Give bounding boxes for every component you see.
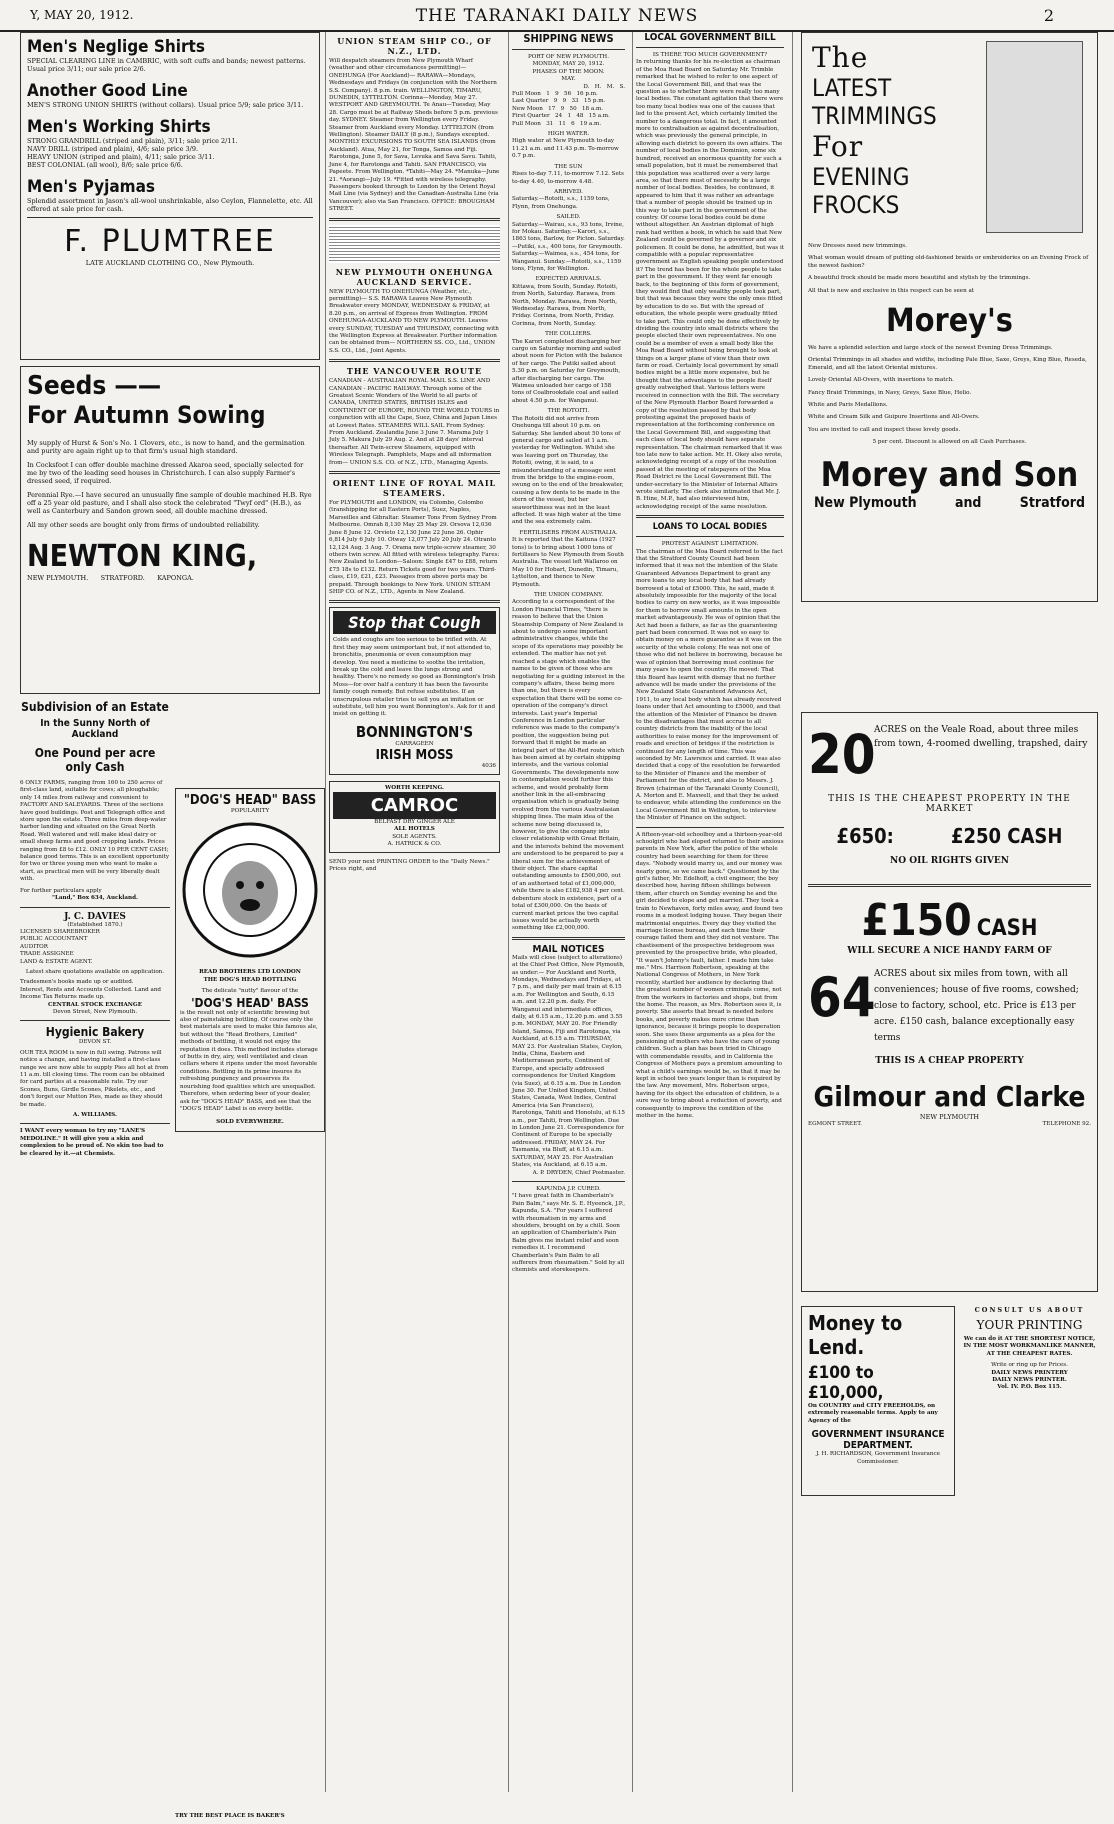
text: White and Paris Medallions. <box>808 402 888 409</box>
text: PHASES OF THE MOON. <box>532 68 605 75</box>
masthead <box>0 0 1114 32</box>
text: DEVON ST. <box>78 1039 112 1046</box>
bass-heading-2: 'DOG'S HEAD' BASS <box>191 995 309 1010</box>
column-4 <box>632 32 787 1792</box>
text: Devon Street, New Plymouth. <box>52 1008 138 1015</box>
text: Interest, Rents and Accounts Collected. Land and Income Tax Returns made up. <box>20 986 162 1001</box>
acres-64: 64 <box>808 966 876 1029</box>
land-heading: Subdivision of an Estate <box>21 700 169 714</box>
misc-text: A fifteen-year-old schoolboy and a thirteen-year-old schoolgirl who had eloped returned to their anxious parents in New York, after the police of the whole country had been searching for them for three days. "Nobody would marry us, and our money was nearly gone, so we came back." Questioned by the girl's father, Mr. Edelhoff, a civil engineer, the boy described how, having fifteen shillings between them, after church on Sunday evening he and the girl decided to elope and get married. They took a train to Newhaven, forty miles away, and found two rooms in a modest lodging house. They began their matrimonial enquiries. Every day they visited the marriage license bureau, and each time their courage failed them and they did not venture. The chastisement of the prospective bridegroom was prevented by the prospective bride, who pleaded, "It wasn't Johnny's fault, father. I made him take me." Mrs. Harrison Robertson, speaking at the National Congress of Mothers, in New York recently, startled her audience by declaring that the greatest number of women criminals come, not from the workers in factories and shops, but from the home. The reason, as Mrs. Robertson sees it, is poverty. She asserts that bread is needed before books, and poverty makes more crime than ignorance, because it brings people to desperation soon. She uses these arguments as a plea for the pensioning of mothers who have the care of young children. Such a plan has been tried in Chicago with commendable results, and in California the Congress of Mothers pays a premium amounting to what a child's earnings would be, so that it may be kept in school two years longer than is required by the law. Any movement, Mrs. Robertson urges, having for its object the education of children, is a sure way to bring about a reduction of poverty, and consequently to improve the condition of the mother in the home. <box>636 831 784 1120</box>
text: EGMONT STREET. <box>808 1121 862 1127</box>
column-1 <box>20 32 320 1819</box>
trimmings-heading <box>812 41 992 219</box>
text: MAY. <box>561 76 576 83</box>
text: 6 ONLY FARMS, ranging from 160 to 250 acres of first-class land, suitable for cows; all ploughable; only 14 miles from railway and convenient to FACTORY AND SALEYARDS. Three of the sections have good buildings. Post and Telegraph office and store upon the estate. Three miles from deep-water harbor landing and situated on the Great North Road. Well watered and will make ideal dairy or small sheep farms and good cropping lands. Prices ranging from £8 to £12. ONLY 10 PER CENT CASH; balance good terms. This is an excellent opportunity for two or three young men who want to make a start, as practical men will be very liberally dealt with. <box>20 780 170 883</box>
seeds-subheading: For Autumn Sowing <box>27 401 266 429</box>
acres-20: 20 <box>808 723 876 786</box>
loans-heading: LOANS TO LOCAL BODIES <box>652 522 768 533</box>
text: DAILY NEWS PRINTER. <box>992 1377 1067 1384</box>
text: Vol. IV. P.O. Box 115. <box>997 1384 1062 1391</box>
text: Write or ring up for Prices. <box>991 1362 1068 1369</box>
text: MEN'S STRONG UNION SHIRTS (without collars). Usual price 5/9; sale price 3/11. <box>27 101 304 109</box>
land-price: One Pound per acre only Cash <box>34 746 156 774</box>
mail-heading: MAIL NOTICES <box>532 943 605 955</box>
dogs-head-emblem <box>180 815 320 965</box>
text: OUR TEA ROOM is now in full swing. Patrons will notice a change, and having installed a first-class range we are now able to supply Pies all hot at from 11 a.m. till closing time. The room can be obtained for card parties at a reasonable rate. Try our Scones, Buns, Girdle Scones, Pikelets, etc., and don't forget our Mutton Pies, made as they should be made. <box>20 1049 169 1108</box>
cough-heading: Stop that Cough <box>333 611 496 634</box>
text: Tradesmen's books made up or audited. <box>20 979 134 986</box>
text: LAND & ESTATE AGENT. <box>20 958 93 965</box>
heading-pyjamas: Men's Pyjamas <box>27 177 156 197</box>
text: PROTEST AGAINST LIMITATION. <box>661 541 759 548</box>
text: The <box>812 41 869 74</box>
text: SAILED. <box>556 214 581 221</box>
issue-date: Y, MAY 20, 1912. <box>30 8 134 22</box>
text: "Land," Box 634, Auckland. <box>52 895 138 902</box>
page-number: 2 <box>1043 6 1054 25</box>
text: TELEPHONE 92. <box>1042 1121 1091 1127</box>
land-sub: In the Sunny North of Auckland <box>40 718 150 740</box>
text: EVENING FROCKS <box>812 163 910 219</box>
mail-text: Mails will close (subject to alterations) at the Chief Post Office, New Plymouth, as under:— For Auckland and North, Mondays, Wednesdays and Fridays, at 7 p.m., and daily per mail train at 6.15 a.m. For Wellington and South, 6.15 a.m. and 12.20 p.m. daily. For Wanganui and intermediate offices, daily, at 6.15 a.m., 12.20 p.m. and 3.55 p.m. MONDAY, MAY 20. For Friendly Island, Samoa, Fiji and Rarotonga, via Auckland, at 6.15 a.m. THURSDAY, MAY 23. For Australian States, Ceylon, India, China, Eastern and Mediterranean ports, Continent of Europe, and specially addressed correspondence for United Kingdom (via Suez), at 6.15 a.m. Due in London June 30. For United Kingdom, United States, Canada, West Indies, Central America (via San Francisco), Rarotonga, Tahiti and Honolulu, at 6.15 a.m., per Tahiti, from Wellington. Due in London June 21. Correspondence for Continent of Europe to be specially addressed. FRIDAY, MAY 24. For Tasmania, via Bluff, at 6.15 a.m. SATURDAY, MAY 25. For Australian States, via Auckland, at 6.15 a.m. <box>512 954 625 1169</box>
text: IS THERE TOO MUCH GOVERNMENT? <box>652 52 768 58</box>
text: Perennial Rye.—I have secured an unusually fine sample of double machined H.B. Rye off a 25 year old pasture, and I shall also stock the celebrated "Twyf ord" (H.B.), as well as Canterbury and Sandon grown seed, all double machine dressed. <box>27 491 312 515</box>
emblem-ring-text: READ BROTHERS LTD LONDON <box>199 969 301 976</box>
ship-illustration <box>329 225 500 263</box>
text: Stratford <box>1019 494 1085 511</box>
text: For further particulars apply <box>20 887 102 894</box>
text: YOUR PRINTING <box>976 1318 1083 1332</box>
morey-advert <box>801 32 1098 602</box>
text: My supply of Hurst & Son's No. 1 Clovers, etc., is now to hand, and the germination and purity are again right up to that firm's usual high standard. <box>27 439 305 455</box>
davies-name: J. C. DAVIES <box>64 911 126 922</box>
text: Kittawa, from South, Sunday. Rotoiti, from North, Saturday. Rarawa, from North, Monday. Rarawa, from North, Wednesday. Rarawa, from North, Friday. Corinna, from North, Friday. Corinna, from North, Sunday. <box>512 283 618 327</box>
text: THE COLLIERS. <box>545 331 592 338</box>
gilmour-clarke-advert <box>801 712 1098 1292</box>
text: Latest share quotations available on application. <box>25 968 165 975</box>
text: Rises to-day 7.11, to-morrow 7.12. Sets to-day 4.40, to-morrow 4.48. <box>512 171 624 185</box>
shipping-heading: SHIPPING NEWS <box>523 32 614 45</box>
cough-text: Colds and coughs are too serious to be trifled with. At first they may seem unimportant but, if not attended to, bronchitis, pneumonia or even consumption may develop. You need a medicine to soothe the irritation, break up the cold and leave the lungs strong and healthy. There's no remedy so good as Bonnington's Irish Moss—for over half a century it has been the favourite family cough remedy. But refuse substitutes. If an unscrupulous retailer tries to sell you an imitation or substitute, tell him you want Bonnington's. Ask for it and insist on getting it. <box>333 637 496 718</box>
text: It is reported that the Kaituna (1927 tons) is to bring about 1000 tons of fertilisers to New Plymouth from South Australia. The vessel left Wallaroo on May 10 for Hobart, Dunedin, Timaru, Lyttelton, and thence to New Plymouth. <box>512 537 624 588</box>
text: (Established 1870.) <box>67 921 123 928</box>
morey-and-son: Morey and Son <box>820 454 1079 495</box>
text: SOLD EVERYWHERE. <box>216 1119 284 1126</box>
text: All my other seeds are bought only from firms of undoubted reliability. <box>27 521 260 529</box>
text: CENTRAL STOCK EXCHANGE <box>48 1001 142 1008</box>
moon-row: Full Moon 31 11 6 19 a.m. <box>512 120 602 127</box>
text: THIS IS A CHEAP PROPERTY <box>875 1056 1024 1066</box>
text: AUDITOR <box>20 943 48 950</box>
text: HIGH WATER. <box>547 131 590 138</box>
text: ACRES on the Veale Road, about three miles from town, 4-roomed dwelling, trapshed, dairy <box>874 725 1088 749</box>
text: New Dresses need new trimmings. <box>808 243 907 249</box>
printing-note: SEND your next PRINTING ORDER to the "Daily News." Prices right, and <box>329 858 490 873</box>
text: 5 per cent. Discount is allowed on all Cash Purchases. <box>872 439 1027 446</box>
text: What woman would dream of putting old-fashioned braids or embroideries on an Evening Frock of the newest fashion? <box>808 255 1089 269</box>
kapunda-text: "I have great faith in Chamberlain's Pain Balm," says Mr. S. E. Hyeenck, J.P., Kapunda, S.A. "For years I suffered with rheumatism in my arms and shoulders, brought on by a chill. Soon an application of Chamberlain's Pain Balm gives me instant relief and soon remedies it. I recommend Chamberlain's Pain Balm to all sufferers from rheumatism." Sold by all chemists and storekeepers. <box>512 1193 625 1274</box>
text: £100 to £10,000, <box>808 1363 884 1403</box>
plumtree-name: F. PLUMTREE <box>64 224 276 259</box>
bakery-heading: Hygienic Bakery <box>45 1025 145 1040</box>
text: HEAVY UNION (striped and plain), 4/11; sale price 3/11. <box>27 153 215 161</box>
text: CONSULT US ABOUT <box>974 1306 1085 1314</box>
towns: NEW PLYMOUTH. STRATFORD. KAPONGA. <box>27 574 194 582</box>
camroc-advert <box>329 781 500 853</box>
text: POPULARITY <box>230 808 270 814</box>
vancouver-text: CANADIAN - AUSTRALIAN ROYAL MAIL S.S. LINE AND CANADIAN - PACIFIC RAILWAY. Through some of the Greatest Scenic Wonders of the World to all parts of CANADA, UNITED STATES, BRITISH ISLES and CONTINENT OF EUROPE, ROUND THE WORLD TOURS in conjunction with all the Cape, Suez, China and Japan Lines at Lowest Rates. STEAMERS WILL SAIL From Sydney. From Auckland. Zealandia June 3 June 7. Marama July 1 July 5. Makura July 29 Aug. 2. And at 28 days' interval thereafter. All Twin-screw Steamers, equipped with Wireless Telegraph. Pamphlets, Maps and all information from— UNION S.S. CO. of N.Z., LTD., Managing Agents. <box>329 378 500 466</box>
camroc-brand: CAMROC <box>333 792 496 819</box>
text: DAILY NEWS PRINTERY <box>991 1369 1068 1376</box>
moon-row: Last Quarter 9 9 33 15 p.m. <box>512 98 606 105</box>
cough-advert <box>329 607 500 774</box>
emblem-ring-text-2: THE DOG'S HEAD BOTTLING <box>203 976 297 983</box>
text: BEST COLONIAL (all wool), 8/6; sale price 6/6. <box>27 161 183 169</box>
text: NO OIL RIGHTS GIVEN <box>890 856 1009 866</box>
text: FERTILISERS FROM AUSTRALIA. <box>519 529 618 536</box>
text: THE ROTOITI. <box>547 408 590 415</box>
text: STRONG GRANDRILL (striped and plain), 3/11; sale price 2/11. <box>27 137 238 145</box>
text: On COUNTRY and CITY FREEHOLDS, on extremely reasonable terms. Apply to any Agency of the <box>808 1403 938 1424</box>
gilmour-name: Gilmour and Clarke <box>813 1080 1086 1113</box>
text: BELFAST DRY GINGER ALE <box>374 819 455 826</box>
text: NAVY DRILL (striped and plain), 4/6; sale price 3/9. <box>27 145 199 153</box>
baker-name: A. WILLIAMS. <box>73 1112 117 1119</box>
loans-text: The chairman of the Moa Board referred to the fact that the Stratford County Council had been informed that it was not the intention of the State Guaranteed Advances Department to grant any more loans to any local body that had already borrowed a total of £5000. This, he said, made it absolutely impossible for the majority of the local bodies to carry on new works, as it was impossible for them to borrow small amounts in the open market advantageously. He was of opinion that the Act had been a failure, as far as the guaranteeing part had been concerned. It was not so easy to obtain money on a mere guarantee as it was on the security of the whole colony. He was not one of those who did not believe in borrowing, because he was of opinion that borrowing must continue for many years to open the country. He moved: That this Board has learnt with dismay that no further advance will be made under the provisions of the New Zealand State Guaranteed Advances Act, 1911, to any local body which has already received loans under that Act amounting to £5000, and that the attention of the Minister of Finance be drawn to the disadvantages that must accrue to all country districts from the inability of the local authorities to raise money for the improvement of roads and erection of bridges if the restriction is continued for any length of time. This was seconded by Mr. Lawrence and carried. It was also decided that a copy of the resolution be forwarded to the Minister of Finance and the member of Parliament for the district, and also to Messrs. J. Brown (chairman of the Taranaki County Council), A. Morton and E. Maxwell, and that they be asked to endeavor, while attending the conference on the Local Government Bill in Wellington, to interview the Minister of Finance on the subject. <box>636 548 783 822</box>
text: LATEST TRIMMINGS <box>812 74 937 130</box>
onehunga-text: NEW PLYMOUTH TO ONEHUNGA (Weather, etc., permitting)— S.S. RARAWA Leaves New Plymouth Breakwater every MONDAY, WEDNESDAY & FRIDAY, at 8.20 p.m., on arrival of Express from Wellington. FROM ONEHUNGA-AUCKLAND TO NEW PLYMOUTH. Leaves every SUNDAY, TUESDAY and THURSDAY, connecting with the Wellington Express at Breakwater. Further information can be obtained from— NORTHERN SS. CO., Ltd., UNION S.S. CO., Ltd., Joint Agents. <box>329 288 499 354</box>
heading-neglige-shirts: Men's Neglige Shirts <box>27 37 205 57</box>
lower-col1 <box>20 700 320 1824</box>
column-2 <box>325 32 503 1792</box>
text: The Rotoiti did not arrive from Onehunga till about 10 p.m. on Saturday. She landed about 50 tons of general cargo and sailed at 1 a.m. yesterday for Wellington. Whilst she was leaving port on Thursday, the Rotoiti, owing, it is said, to a misunderstanding of a message sent from the bridge to the engine-room, swung on to the end of the breakwater, causing a few dents to be made in the stern of the vessel, but her seaworthiness was not in the least affected. It was high water at the time and the sea extremely calm. <box>512 415 624 526</box>
text: A beautiful frock should be made more beautiful and stylish by the trimmings. <box>808 275 1031 282</box>
bottom-ads <box>801 1306 1098 1496</box>
text: EXPECTED ARRIVALS. <box>535 276 602 283</box>
text: For <box>812 130 864 163</box>
text: ACRES about six miles from town, with all conveniences; house of five rooms, cowshed; close to factory, school, etc. Price is £13 per acre. £150 cash, balance exceptionally easy terms <box>874 969 1079 1043</box>
seeds-heading: Seeds —— <box>27 371 162 401</box>
money-heading: Money to Lend. <box>808 1311 903 1359</box>
text: You are invited to call and inspect these lovely goods. <box>808 426 961 433</box>
text: Splendid assortment in Jason's all-wool unshrinkable, also Ceylon, Flannelette, etc. All offered at sale price for cash. <box>27 197 313 213</box>
text: Saturday.—Rotoiti, s.s., 1159 tons, Flynn, from Onehunga. <box>512 196 610 210</box>
text: THE UNION COMPANY. <box>533 592 604 599</box>
text: ARRIVED. <box>554 188 583 195</box>
text: TRADE ASSIGNEE <box>20 951 74 958</box>
consult-advert <box>961 1306 1098 1496</box>
newton-king-name: NEWTON KING, <box>27 539 258 574</box>
text: WORTH KEEPING. <box>385 784 444 791</box>
text: New Plymouth <box>814 494 917 511</box>
newspaper-title: THE TARANAKI DAILY NEWS <box>415 6 699 26</box>
text: J. H. RICHARDSON, Government Insurance Commissioner. <box>816 1451 940 1465</box>
plumtree-sub: LATE AUCKLAND CLOTHING CO., New Plymouth. <box>85 259 255 267</box>
text: We have a splendid selection and large stock of the newest Evening Dress Trimmings. <box>808 345 1053 352</box>
text: White and Cream Silk and Guipure Insertions and All-Overs. <box>808 414 980 421</box>
text: We can do it AT THE SHORTEST NOTICE, IN THE MOST WORKMANLIKE MANNER, AT THE CHEAPEST RATES. <box>963 1336 1096 1357</box>
text: CARRAGEEN <box>395 740 434 747</box>
text: and <box>954 494 982 511</box>
lady-illustration <box>986 41 1083 233</box>
text: A. HATRICK & CO. <box>387 841 442 848</box>
text: All that is new and exclusive in this respect can be seen at <box>808 287 975 294</box>
heading-working-shirts: Men's Working Shirts <box>27 117 211 137</box>
heading-good-line: Another Good Line <box>27 81 188 101</box>
text: NEW PLYMOUTH <box>919 1113 980 1121</box>
text: is the result not only of scientific brewing but also of painstaking bottling. Of course only the best materials are used to make this famous ale, but without the "Read Brothers, Limited" methods of bottling, it would not enjoy the reputation it does. This method includes storage of butts in dry, airy, well ventilated and clean cellars where it ripens under the most favorable conditions. Bottling in its prime insures its refreshing pungency and preserves its nourishing food qualities which are unequalled. Therefore, when ordering beer of your dealer, ask for "DOG'S HEAD" BASS, and see that the "DOG'S HEAD" Label is on every bottle. <box>180 1009 318 1112</box>
money-to-lend-advert <box>801 1306 955 1496</box>
vancouver-heading: THE VANCOUVER ROUTE <box>346 366 483 377</box>
column-3 <box>508 32 628 1792</box>
moon-row: First Quarter 24 1 48 15 a.m. <box>512 113 610 120</box>
text: High water at New Plymouth to-day 11.21 a.m. and 11.43 p.m. To-morrow 0.7 p.m. <box>512 138 619 160</box>
text: MONDAY, MAY 20, 1912. <box>532 61 605 68</box>
orient-heading: ORIENT LINE OF ROYAL MAIL STEAMERS. <box>332 478 497 499</box>
seeds-advert <box>20 366 320 694</box>
medoline-advert: I WANT every woman to try my "LANE'S MEDOLINE." It will give you a skin and complexion to be proud of. No skin too bad to be cleared by it.—at Chemists. <box>20 1128 164 1157</box>
text: A. P. DRYDEN, Chief Postmaster. <box>532 1169 625 1176</box>
text: Saturday.—Wairau, s.s., 93 tons, Irvine, for Mokau. Saturday.—Karori, s.s., 1863 tons, Barlow, for Picton. Saturday.—Putiki, s.s., 400 tons, for Greymouth. Saturday.—Waimea, s.s., 454 tons, for Wanganui. Sunday.—Rotoiti, s.s., 1159 tons, Flynn, for Wellington. <box>512 221 625 272</box>
text: THE SUN <box>554 163 583 170</box>
text: SOLE AGENTS. <box>392 833 437 840</box>
column-5 <box>792 32 1098 1792</box>
price-150: £150 <box>861 895 972 946</box>
moon-row: Full Moon 1 9 56 16 p.m. <box>512 91 598 98</box>
text: PORT OF NEW PLYMOUTH. <box>528 54 609 60</box>
plumtree-advert <box>20 32 320 360</box>
union-ss-text: Will despatch steamers from New Plymouth Wharf (weather and other circumstances permitting)— ONEHUNGA (For Auckland)— RARAWA—Mondays, Wednesdays and Fridays (in conjunction with the Northern S.S. Company). 8 p.m. train. WELLINGTON, TIMARU, DUNEDIN, LYTTELTON. Corinna—Monday, May 27. WESTPORT AND GREYMOUTH. Te Anau—Tuesday, May 28. Cargo must be at Railway Sheds before 5 p.m. previous day. SYDNEY. Steamer from Wellington every Friday. Steamer from Auckland every Monday. LYTTELTON (from Wellington). Steamer DAILY (8 p.m.), Sundays excepted. MONTHLY EXCURSIONS TO SOUTH SEA ISLANDS (from Auckland). Atua, May 21, for Tonga, Samoa and Fiji. Rarotonga, June 5, for Sava, Levuka and Sava Savu. Tahiti, June 4, for Rarotonga and Tahiti. SAN FRANCISCO, via Papeete. From Wellington. *Tahiti—May 24. *Manuka—June 21. *Aorangi—July 19. *Fitted with wireless telegraphy. Passengers booked through to London by the Orient Royal Mail Line (via Sydney) and the Canadian-Australia Line (via Vancouver); also via San Francisco. OFFICE: BROUGHAM STREET. <box>329 58 500 213</box>
text: WILL SECURE A NICE HANDY FARM OF <box>847 946 1052 956</box>
kapunda-heading: KAPUNDA J.P. CURED. <box>536 1185 601 1192</box>
text: The delicate "nutty" flavour of the <box>201 988 299 995</box>
onehunga-heading: NEW PLYMOUTH ONEHUNGA AUCKLAND SERVICE. <box>335 266 494 287</box>
text: 4036 <box>481 763 496 770</box>
text: According to a correspondent of the London Financial Times, "there is reason to believe that the Union Steamship Company of New Zealand is about to undergo some important administrative changes, while the scope of its operations may possibly be extended. The matter has not yet reached a stage which enables the names to be given of those who are negotiating for a guiding interest in the company's affairs, these being more than one, but there is every expectation that there will be some co-operation of the company's direct interests. Last year's Imperial Conference in London particular reference was made to the company's position, the suggestion being put forward that it might be made an integral part of the All-Red route which has been aimed at by certain shipping interests, and the various colonial Governments. The developments now in contemplation would further this scheme, and would probably form another link in the all-embracing organisation which is gradually being evolved from the various Australasian shipping lines. The main idea of the scheme now being discussed is, however, to give the company into closer relationship with Great Britain, and the interests behind the movement are understood to be prepared to pay a liberal sum for the achievement of their object. The share capital outstanding amounts to £500,000, out of an authorised total of £1,000,000, while there is also £182,938 4 per cent. debenture stock in existence, part of a total of £300,000. On the basis of current market prices the two capital issues would be actually worth something like £2,000,000. <box>512 599 625 932</box>
land-advert <box>20 700 170 1158</box>
text: LICENSED SHAREBROKER <box>20 928 100 935</box>
orient-text: For PLYMOUTH and LONDON, via Colombo, Colombo (transhipping for all Eastern Ports), Suez, Naples, Marseilles and Gibraltar. Steamer Tons From Sydney From Melbourne. Omrah 8,130 May 25 May 29. Orsova 12,036 June 8 June 12. Orvieto 12,130 June 22 June 26. Ophir 6,814 July 6 July 10. Otway 12,077 July 20 July 24. Otranto 12,124 Aug. 3 Aug. 7. Orama new triple-screw steamer, 30 others twin screw. All fitted with wireless telegraphy. Fares: New Zealand to London—Saloon: Single £47 to £88, return £75 18s to £132. Return Tickets good for two years. Third-class, £19, £21, £23. Passages from above ports may be prepaid. Through bookings to New York. UNION STEAM SHIP CO. of N.Z., LTD., Agents in New Zealand. <box>329 500 500 595</box>
text: IRISH MOSS <box>375 748 454 764</box>
moon-row: New Moon 17 9 50 18 a.m. <box>512 105 604 112</box>
text: ALL HOTELS <box>394 826 435 833</box>
text: THIS IS THE CHEAPEST PROPERTY IN THE MARKET <box>828 794 1071 814</box>
text: Lovely Oriental All-Overs, with insertions to match. <box>808 377 954 384</box>
footer-text: TRY THE BEST PLACE IS BAKER'S <box>175 1812 285 1819</box>
text: PUBLIC ACCOUNTANT <box>20 936 88 943</box>
morey-brand: Morey's <box>886 301 1013 340</box>
bass-advert <box>175 788 325 1132</box>
text: CASH <box>976 916 1038 941</box>
price: £650: <box>836 824 894 848</box>
union-ss-heading: UNION STEAM SHIP CO., OF N.Z., LTD. <box>337 36 492 56</box>
text: GOVERNMENT INSURANCE DEPARTMENT. <box>811 1429 945 1452</box>
bass-heading: "DOG'S HEAD" BASS <box>183 793 317 808</box>
text: SPECIAL CLEARING LINE in CAMBRIC, with soft cuffs and bands; newest patterns. Usual price 3/11; our sale price 2/6. <box>27 57 306 73</box>
text: The Karori completed discharging her cargo on Saturday morning and sailed about noon for Picton with the balance of her cargo. The Putiki sailed about 5.30 p.m. on Saturday for Greymouth, after discharging her cargo. The Waimea unloaded her cargo of 158 tons of Coalbrookdale coal and sailed about 4.50 p.m. for Wanganui. <box>512 338 623 404</box>
text: Fancy Braid Trimmings, in Navy, Greys, Saxe Blue, Helio. <box>808 389 972 396</box>
lgb-heading: LOCAL GOVERNMENT BILL <box>644 32 776 43</box>
text: D. H. M. S. <box>583 83 625 90</box>
cough-brand: BONNINGTON'S <box>355 722 474 741</box>
lgb-text: In returning thanks for his re-election as chairman of the Moa Road Board on Saturday Mr. Trimble remarked that he wished to refer to one aspect of the Local Government Bill, and that was the question as to whether there were really too many local bodies. The constant agitation that there were too many local bodies was one of the causes that led to the present Act, which certainly limited the number to a dangerous total. In fact, it amounted more to centralisation as against decentralisation, which was previously the general principle, in allowing each district to govern its own affairs. The number of local bodies in the Dominion, some six hundred, received an enormous quantity for such a small population, but it must be remembered that this population was scattered over a very large area, so that there must of necessity be a large number of local bodies. Besides, he continued, it appeared to him that it was rather an advantage that a number of people should be trained up in this way to take part in the government of the country. Of course local bodies could be done without altogether. An Austrian diplomat of high rank had written a book, in which he said that New Zealand could be governed by a governor and six policemen. It could be done, he admitted, but was it compatible with a popular representative government as English speaking people understood it? The trend has been for the whole people to take part in the government. If they went far enough back, to the beginning of this form of government, they would find that only wealthy people took part, but that was because they were the only ones fitted by education to do so. But with the spread of education, the whole people were gradually fitted to take part. This could only be done effectively by dividing the country into small districts where the people elected their own representatives. No one could be a member of even a small body like the Moa Road Board without being brought to look at things on a larger plane of view than their own farm or road. Certainly local government by small bodies might be a little more expensive, but he thought that the advantages to the people itself greatly outweighed that. Various letters were received in connection with the Bill. The secretary of the New Plymouth Harbor Board forwarded a copy of the resolution passed by that body protesting against the proposed basis of representation at the forthcoming conference on the Local Government Bill, and suggesting that each class of local body should have separate representation. The chairman remarked that it was too late now to take action. Mr. H. Okey also wrote, acknowledging receipt of a copy of the resolution passed at the meeting of ratepayers of the Moa Road District re the Local Government Bill. The under-secretary to the Minister of Internal Affairs wrote similarly. The clerk also intimated that Mr. J. B. Hine, M.P., had also interviewed him, acknowledging receipt of the same resolution. <box>636 59 784 510</box>
text: Oriental Trimmings in all shades and widths, including Pale Blue, Saxe, Greys, King Blue, Reseda, Emerald, and all the latest Oriental mixtures. <box>808 357 1087 371</box>
text: In Cocksfoot I can offer double machine dressed Akaroa seed, specially selected for me by two of the leading seed houses in Christchurch. I can also supply Farmer's dressed seed, if required. <box>27 461 304 485</box>
cash-amount: £250 CASH <box>950 824 1063 848</box>
morey-towns <box>808 495 1091 511</box>
